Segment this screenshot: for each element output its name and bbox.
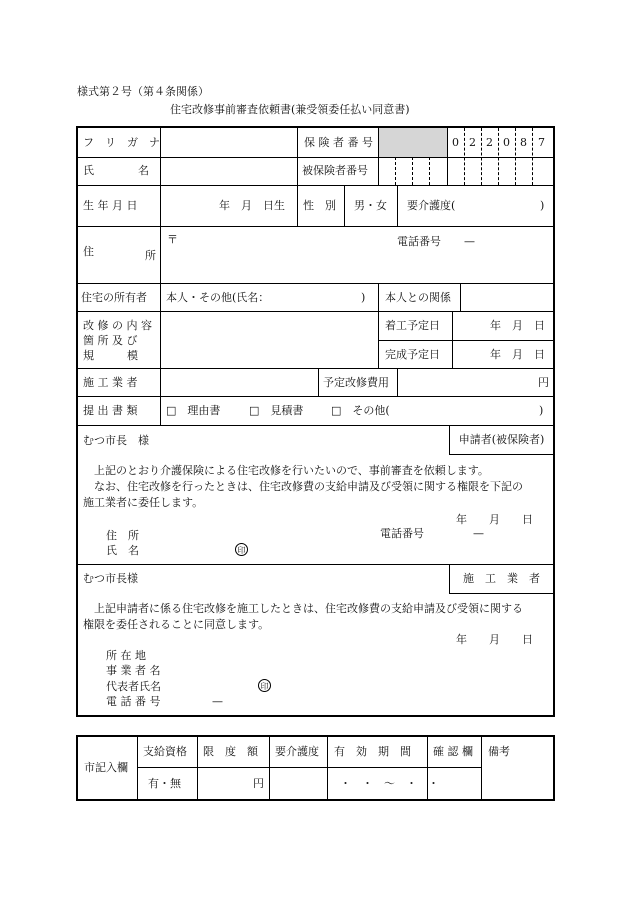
owner-close: ) [361,291,366,304]
request-name: 氏 名 [106,544,139,557]
digit-divider [532,128,533,185]
row-divider [77,396,554,397]
column-divider [297,185,298,226]
birth-date-placeholder: 年 月 日生 [219,199,285,212]
consent-paragraph-2: 権限を委任されることに同意します。 [83,618,270,631]
end-date-label: 完成予定日 [385,348,440,361]
city-header-limit: 限 度 額 [203,745,258,758]
row-divider [378,340,554,341]
city-table-column-divider [269,737,270,799]
digit-divider [395,157,396,185]
contractor-label: 施 工 業 者 [83,376,138,389]
row-divider [77,283,554,284]
insurer-digit: 0 [452,136,459,149]
doc-other: □ その他( [331,404,390,417]
city-table-label: 市記入欄 [84,761,128,774]
insurer-digit: 2 [486,136,493,149]
doc-close: ) [539,404,544,417]
insurer-digit: 8 [520,136,527,149]
city-header-care-level: 要介護度 [275,745,319,758]
request-paragraph-1: 上記のとおり介護保険による住宅改修を行いたいので、事前審査を依頼します。 [94,464,489,477]
city-header-period: 有 効 期 間 [334,745,411,758]
city-header-confirm: 確 認 欄 [433,745,473,758]
city-header-eligibility: 支給資格 [143,745,187,758]
consent-paragraph-1: 上記申請者に係る住宅改修を施工したときは、住宅改修費の支給申請及び受領に関する [94,602,523,615]
name-label: 氏 名 [83,164,149,177]
digit-divider [464,128,465,185]
insurer-shaded-box [379,128,447,157]
postal-mark: 〒 [167,233,178,246]
row-divider [77,226,554,227]
digit-divider [429,157,430,185]
doc-estimate: □ 見積書 [249,404,304,417]
care-level-label: 要介護度( [407,199,456,212]
column-divider [344,185,345,226]
start-date-label: 着工予定日 [385,319,440,332]
request-date: 年 月 日 [456,513,533,526]
insurer-digit: 2 [469,136,476,149]
applicant-seal: 印 [235,543,248,556]
row-divider [77,185,554,186]
repair-label-2: 箇 所 及 び [83,334,138,347]
city-header-remarks: 備考 [488,745,510,758]
digit-divider [498,128,499,185]
request-address: 住 所 [106,529,139,542]
phone-dash: — [464,235,475,248]
digit-divider [515,128,516,185]
city-period-value: ・ ・ ～ ・ ・ [340,777,439,790]
consent-business: 事 業 者 名 [106,664,161,677]
row-divider [77,311,554,312]
consent-phone-dash: — [212,695,223,708]
address-label-1: 住 [83,245,94,258]
applicant-badge: 申請者(被保険者) [449,425,555,455]
city-table-column-divider [197,737,198,799]
contractor-seal: 印 [258,679,271,692]
repair-label-3: 規 模 [83,349,138,362]
consent-representative: 代表者氏名 [106,680,161,693]
phone-label: 電話番号 [397,235,441,248]
request-paragraph-2: なお、住宅改修を行ったときは、住宅改修費の支給申請及び受領に関する権限を下記の [94,480,523,493]
city-table-row-divider [137,767,481,768]
request-phone-label: 電話番号 [380,527,424,540]
digit-divider [447,128,448,185]
request-phone-dash: — [473,527,484,540]
form-title: 住宅改修事前審査依頼書(兼受領委任払い同意書) [170,103,410,116]
column-divider [452,311,453,368]
consent-phone: 電 話 番 号 [106,695,161,708]
row-divider [77,368,554,369]
owner-value: 本人・その他(氏名： [166,291,270,304]
start-date-placeholder: 年 月 日 [490,319,545,332]
sex-options: 男・女 [354,199,387,212]
contractor-badge: 施 工 業 者 [449,564,555,594]
birth-label: 生 年 月 日 [83,199,138,212]
city-table-column-divider [481,737,482,799]
consent-location: 所 在 地 [106,649,146,662]
consent-addressee: むつ市長様 [83,572,138,585]
insurer-digit: 0 [503,136,510,149]
furigana-label: フ リ ガ ナ [83,136,160,149]
end-date-placeholder: 年 月 日 [490,348,545,361]
cost-yen: 円 [538,376,549,389]
city-limit-yen: 円 [253,777,264,790]
request-addressee: むつ市長 様 [83,434,149,447]
city-table-column-divider [327,737,328,799]
digit-divider [481,128,482,185]
documents-label: 提 出 書 類 [83,404,138,417]
request-paragraph-3: 施工業者に委任します。 [83,496,204,509]
insurer-digit: 7 [538,136,545,149]
care-level-close: ) [540,199,545,212]
insurer-number-label: 保 険 者 番 号 [304,136,373,149]
city-eligibility-value: 有・無 [148,777,181,790]
column-divider [318,368,319,396]
column-divider [378,283,379,368]
form-number: 様式第２号（第４条関係） [77,85,209,98]
address-label-2: 所 [145,249,156,262]
column-divider [397,368,398,396]
column-divider [297,128,298,185]
city-table-column-divider [137,737,138,799]
label-column-divider [160,128,161,425]
insured-number-label: 被保険者番号 [302,164,368,177]
repair-label-1: 改 修 の 内 容 [83,319,152,332]
sex-label: 性 別 [303,199,336,212]
relation-label: 本人との関係 [385,291,451,304]
doc-reason: □ 理由書 [166,404,221,417]
owner-label: 住宅の所有者 [81,291,147,304]
consent-date: 年 月 日 [456,633,533,646]
digit-divider [412,157,413,185]
cost-label: 予定改修費用 [323,376,389,389]
row-divider [77,157,554,158]
column-divider [460,283,461,311]
column-divider [397,185,398,226]
